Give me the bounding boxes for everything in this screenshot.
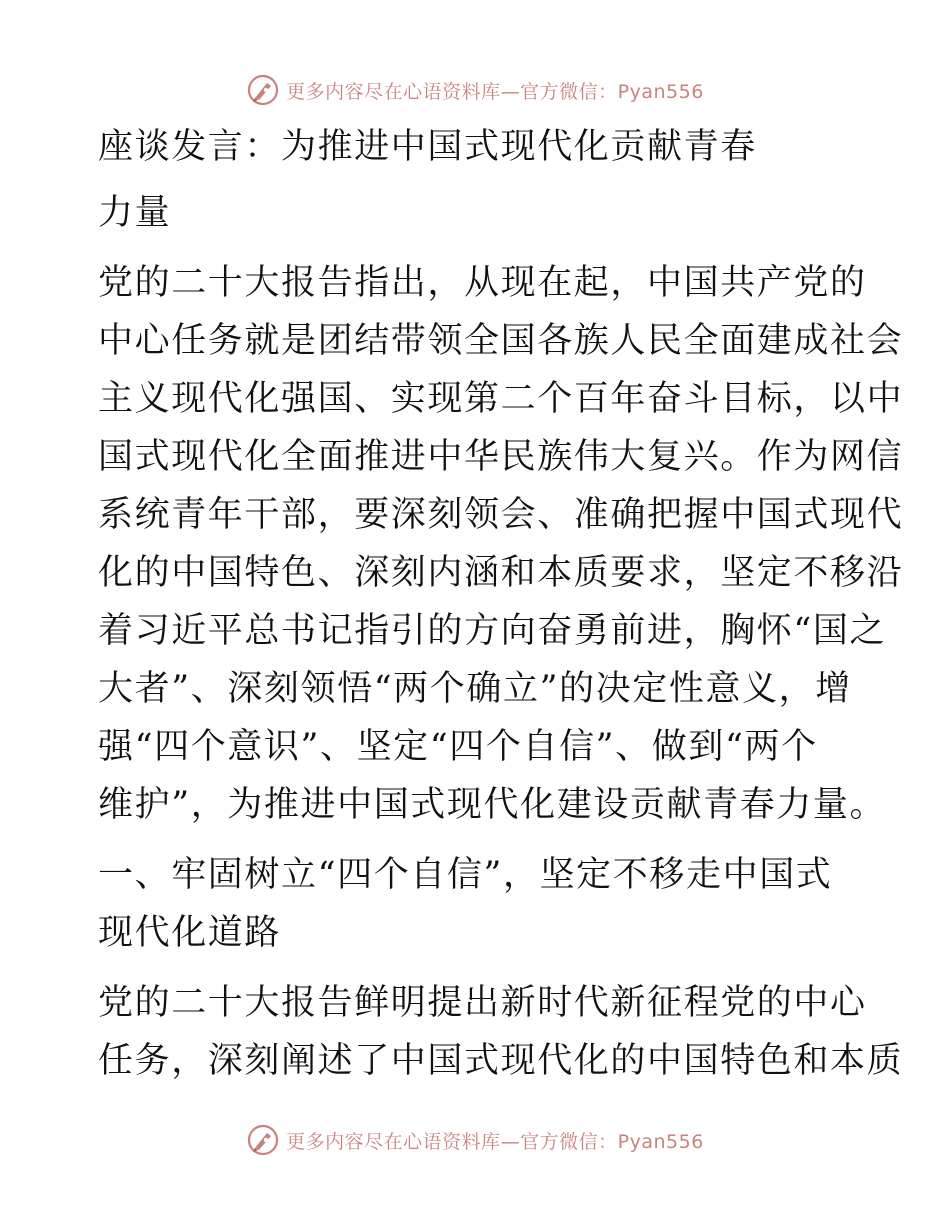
header-watermark-banner (0, 70, 950, 110)
watermark-text: 更多内容尽在心语资料库—官方微信：Pyan556 (286, 80, 704, 103)
paragraph-line: 着习近平总书记指引的方向奋勇前进，胸怀“国之 (98, 611, 887, 651)
section-heading-line: 一、牢固树立“四个自信”，坚定不移走中国式 (98, 855, 833, 895)
paragraph-line: 主义现代化强国、实现第二个百年奋斗目标，以中 (98, 379, 904, 419)
document-title-line: 力量 (98, 193, 172, 233)
pen-logo-icon (246, 73, 280, 107)
paragraph-line: 党的二十大报告指出，从现在起，中国共产党的 (98, 263, 867, 303)
paragraph-line: 国式现代化全面推进中华民族伟大复兴。作为网信 (98, 437, 904, 477)
pen-logo-icon (246, 1123, 280, 1157)
watermark-text: 更多内容尽在心语资料库—官方微信：Pyan556 (286, 1130, 704, 1153)
paragraph-line: 任务，深刻阐述了中国式现代化的中国特色和本质 (98, 1041, 904, 1081)
paragraph-line: 党的二十大报告鲜明提出新时代新征程党的中心 (98, 983, 867, 1023)
paragraph-line: 维护”，为推进中国式现代化建设贡献青春力量。 (98, 785, 887, 825)
paragraph-line: 化的中国特色、深刻内涵和本质要求，坚定不移沿 (98, 553, 904, 593)
paragraph-line: 大者”、深刻领悟“两个确立”的决定性意义，增 (98, 669, 852, 709)
section-heading-line: 现代化道路 (98, 913, 282, 953)
paragraph-line: 强“四个意识”、坚定“四个自信”、做到“两个 (98, 727, 818, 767)
document-title-line: 座谈发言：为推进中国式现代化贡献青春 (98, 127, 757, 167)
paragraph-line: 系统青年干部，要深刻领会、准确把握中国式现代 (98, 495, 904, 535)
paragraph-line: 中心任务就是团结带领全国各族人民全面建成社会 (98, 321, 904, 361)
footer-watermark-banner (0, 1120, 950, 1160)
document-body (98, 118, 904, 1090)
